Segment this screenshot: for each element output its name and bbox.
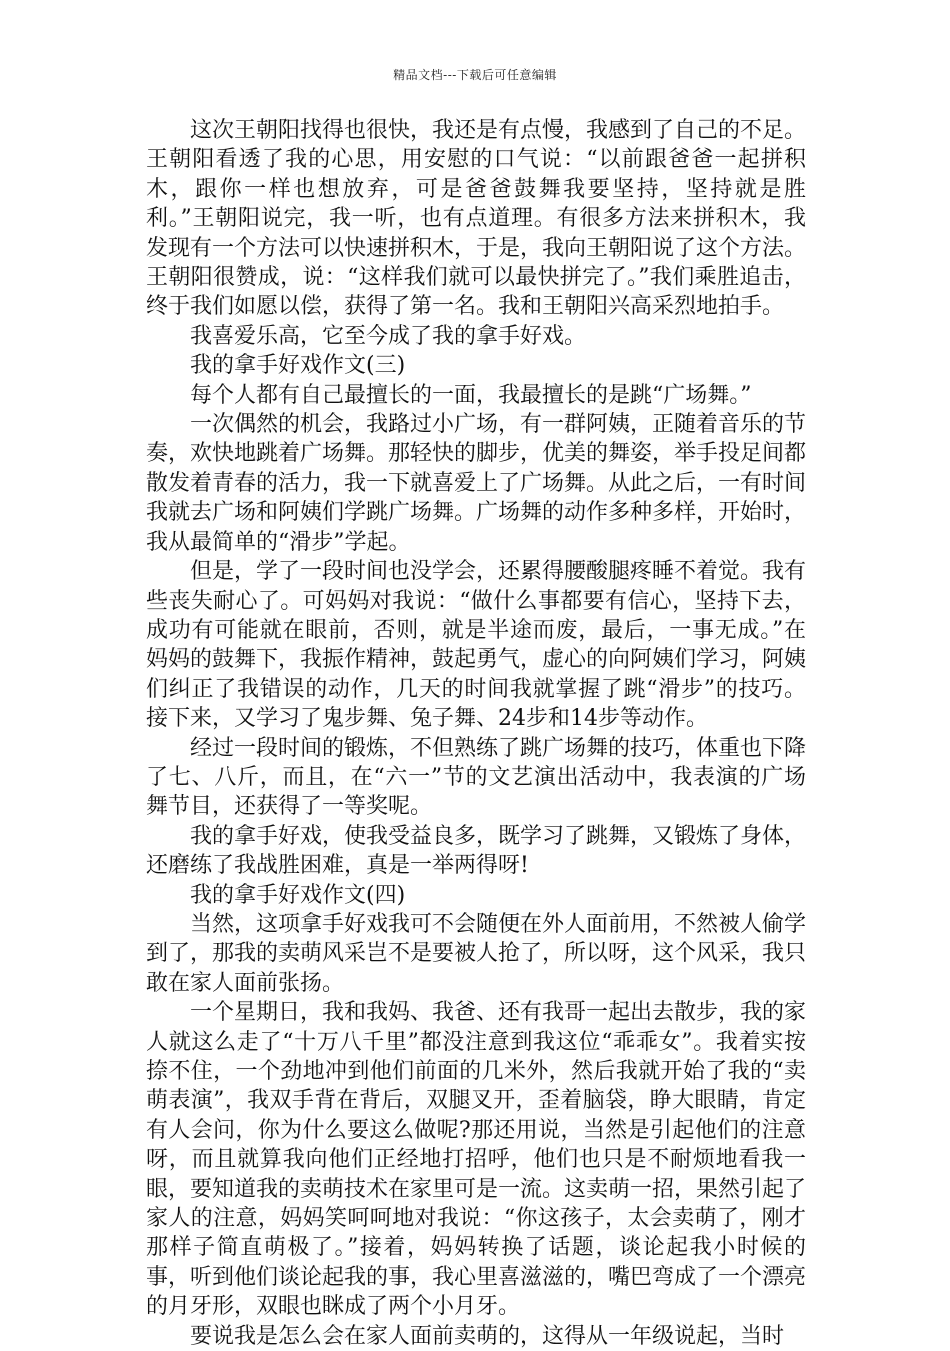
document-body: [146, 116, 806, 1351]
paragraph: 但是，学了一段时间也没学会，还累得腰酸腿疼睡不着觉。我有些丧失耐心了。可妈妈对我说：“做什么事都要有信心，坚持下去，成功有可能就在眼前，否则，就是半途而废，最后，一事无成。”在妈妈的鼓舞下，我振作精神，鼓起勇气，虚心的向阿姨们学习，阿姨们纠正了我错误的动作，几天的时间我就掌握了跳“滑步”的技巧。接下来，又学习了鬼步舞、兔子舞、24步和14步等动作。: [146, 559, 807, 732]
paragraph: 我的拿手好戏，使我受益良多，既学习了跳舞，又锻炼了身体，还磨练了我战胜困难，真是一举两得呀!: [146, 823, 807, 879]
paragraph: 经过一段时间的锻炼，不但熟练了跳广场舞的技巧，体重也下降了七、八斤，而且，在“六一”节的文艺演出活动中，我表演的广场舞节目，还获得了一等奖呢。: [146, 735, 807, 820]
paragraph: 一次偶然的机会，我路过小广场，有一群阿姨，正随着音乐的节奏，欢快地跳着广场舞。那轻快的脚步，优美的舞姿，举手投足间都散发着青春的活力，我一下就喜爱上了广场舞。从此之后，一有时间我就去广场和阿姨们学跳广场舞。广场舞的动作多种多样，开始时，我从最简单的“滑步”学起。: [146, 412, 807, 555]
paragraph: 每个人都有自己最擅长的一面，我最擅长的是跳“广场舞。”: [190, 382, 752, 408]
paragraph: 要说我是怎么会在家人面前卖萌的，这得从一年级说起，当时: [190, 1323, 785, 1349]
paragraph: 我喜爱乐高，它至今成了我的拿手好戏。: [190, 323, 587, 349]
paragraph: 这次王朝阳找得也很快，我还是有点慢，我感到了自己的不足。王朝阳看透了我的心思，用安慰的口气说：“以前跟爸爸一起拼积木，跟你一样也想放弃，可是爸爸鼓舞我要坚持，坚持就是胜利。”王朝阳说完，我一听，也有点道理。有很多方法来拼积木，我发现有一个方法可以快速拼积木，于是，我向王朝阳说了这个方法。王朝阳很赞成，说：“这样我们就可以最快拼完了。”我们乘胜追击，终于我们如愿以偿，获得了第一名。我和王朝阳兴高采烈地拍手。: [146, 118, 807, 320]
page-header: 精品文档---下载后可任意编辑: [393, 68, 557, 82]
paragraph: 当然，这项拿手好戏我可不会随便在外人面前用，不然被人偷学到了，那我的卖萌风采岂不是要被人抢了，所以呀，这个风采，我只敢在家人面前张扬。: [146, 911, 807, 996]
paragraph: 一个星期日，我和我妈、我爸、还有我哥一起出去散步，我的家人就这么走了“十万八千里”都没注意到我这位“乖乖女”。我着实按捺不住，一个劲地冲到他们前面的几米外，然后我就开始了我的“卖萌表演”，我双手背在背后，双腿叉开，歪着脑袋，睁大眼睛，肯定有人会问，你为什么要这么做呢?那还用说，当然是引起他们的注意呀，而且就算我向他们正经地打招呼，他们也只是不耐烦地看我一眼，要知道我的卖萌技术在家里可是一流。这卖萌一招，果然引起了家人的注意，妈妈笑呵呵地对我说：“你这孩子，太会卖萌了，刚才那样子简直萌极了。”接着，妈妈转换了话题，谈论起我小时候的事，听到他们谈论起我的事，我心里喜滋滋的，嘴巴弯成了一个漂亮的月牙形，双眼也眯成了两个小月牙。: [146, 1000, 807, 1320]
section-heading: 我的拿手好戏作文(三): [190, 353, 406, 379]
section-heading: 我的拿手好戏作文(四): [190, 882, 406, 908]
